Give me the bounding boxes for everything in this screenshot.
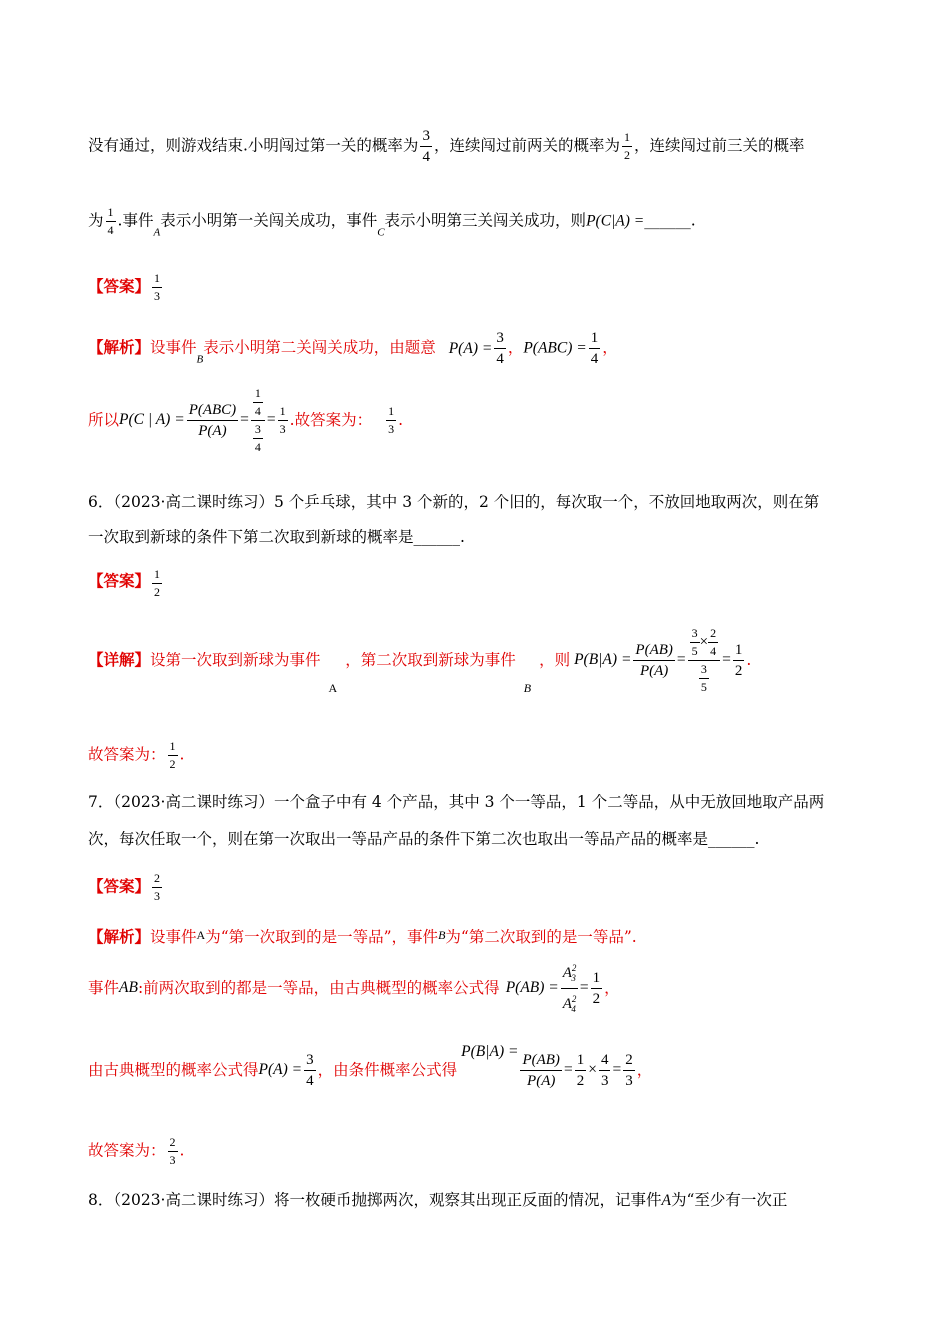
- q6-stem-line1: 6．（2023·高二课时练习）5 个乒乓球，其中 3 个新的，2 个旧的，每次取一个，不放回地取两次，则在第: [88, 493, 820, 511]
- answer-fraction: $\frac{1}{3}$: [154, 271, 161, 303]
- fraction-1-2: $\frac{1}{2}$: [623, 130, 630, 162]
- q5-analysis-line1: 【解析】设事件$_B$表示小明第二关闯关成功，由题意 P(A) = $\frac{3}{4}$ ，P(ABC) = $\frac{1}{4}$ ，: [88, 330, 618, 367]
- fraction-1-4: $\frac{1}{4}$: [107, 205, 114, 237]
- q7-answer: 【答案】 $\frac{2}{3}$: [88, 871, 161, 903]
- q7-stem-line1: 7．（2023·高二课时练习）一个盒子中有 4 个产品，其中 3 个一等品，1 个二等品，从中无放回地取产品两: [88, 793, 825, 811]
- q7-analysis-line1: 【解析】设事件A为“第一次取到的是一等品”，事件B为“第二次取到的是一等品”.: [88, 927, 637, 946]
- q6-answer: 【答案】 $\frac{1}{2}$: [88, 567, 161, 599]
- event-c-label: C: [377, 226, 385, 239]
- q6-final: 故答案为： $\frac{1}{2}$ .: [88, 739, 185, 771]
- nested-fraction: $\frac{3}{5}$ × $\frac{2}{4}$ $\frac{3}{5}$: [688, 627, 720, 694]
- q7-analysis-line2: 事件 AB :前两次取到的都是一等品，由古典概型的概率公式得 P(AB) = $\frac{A^2_3}{A^2_4}$ = $\frac{1}{2}$ ，: [88, 958, 620, 1018]
- q5-stem-line2: 为 $\frac{1}{4}$ .事件$_A$表示小明第一关闯关成功，事件$_C$表示小明第三关闯关成功，则P(C|A) =______.: [88, 205, 696, 239]
- q6-detail: 【详解】 设第一次取到新球为事件 A ，第二次取到新球为事件 B ，则 P(B|A) = $\frac{P(AB)}{P(A)}$ = $\frac{3}{5}$ × $\frac{2}{4}$ $\frac{3}{5}$ = $\frac{1}{2}$ .: [88, 625, 752, 695]
- q7-stem-line2: 次，每次任取一个，则在第一次取出一等品产品的条件下第二次也取出一等品产品的概率是______.: [88, 830, 760, 848]
- nested-fraction: $\frac{\frac{1}{4}}{\frac{3}{4}}$: [251, 387, 265, 454]
- q7-final: 故答案为： $\frac{2}{3}$ .: [88, 1135, 185, 1167]
- q5-analysis-line2: 所以 P(C | A) = $\frac{\text{P(ABC)}}{P(A)}$ = $\frac{\frac{1}{4}}{\frac{3}{4}}$ = $\frac{1}{3}$ .故答案为： $\frac{1}{3}$ .: [88, 385, 404, 454]
- q7-analysis-line3: 由古典概型的概率公式得 P(A) = $\frac{3}{4}$ ，由条件概率公式得 P(B|A) = $\frac{P(AB)}{P(A)}$ = $\frac{1}{2}$ × $\frac{4}{3}$ = $\frac{2}{3}$ ，: [88, 1043, 653, 1089]
- answer-blank: ______: [644, 211, 691, 230]
- permutation-fraction: $\frac{A^2_3}{A^2_4}$: [562, 962, 577, 1014]
- fraction-3-4: $\frac{3}{4}$: [422, 128, 430, 165]
- math-expression: P(C|A) =: [586, 212, 645, 230]
- q6-stem-line2: 一次取到新球的条件下第二次取到新球的概率是______.: [88, 528, 465, 546]
- event-a-label: A: [153, 226, 161, 239]
- q8-stem-line1: 8．（2023·高二课时练习）将一枚硬币抛掷两次，观察其出现正反面的情况，记事件A为“至少有一次正: [88, 1191, 788, 1209]
- q5-answer: 【答案】 $\frac{1}{3}$: [88, 271, 161, 303]
- q5-stem-line1: 没有通过，则游戏结束.小明闯过第一关的概率为 $\frac{3}{4}$ ，连续闯过前两关的概率为 $\frac{1}{2}$ ，连续闯过前三关的概率: [88, 128, 805, 165]
